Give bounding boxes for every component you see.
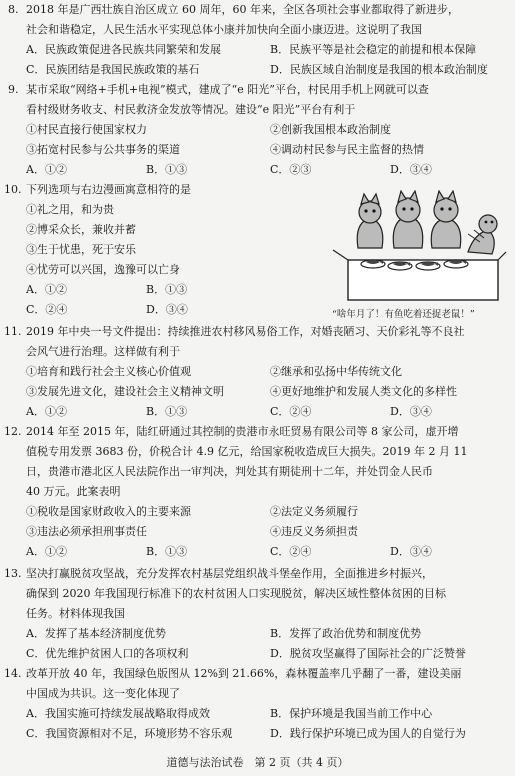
option-c[interactable]: C．民族团结是我国民族政策的基石 [26, 63, 200, 76]
statement-item: ④调动村民参与民主监督的热情 [270, 143, 424, 156]
question-number: 14. [4, 667, 22, 680]
question-stem: 坚决打赢脱贫攻坚战，充分发挥农村基层党组织战斗堡垒作用，全面推进乡村振兴， [26, 567, 433, 580]
statement-item: ④更好地维护和发展人类文化的多样性 [270, 385, 457, 398]
option-a[interactable]: A．我国实施可持续发展战略取得成效 [26, 707, 210, 720]
statement-item: ④忧劳可以兴国，逸豫可以亡身 [26, 263, 180, 276]
question-stem: 日，贵港市港北区人民法院作出一审判决，判处其有期徒刑十二年，并处罚金人民币 [26, 465, 433, 478]
statement-item: ③发展先进文化，建设社会主义精神文明 [26, 385, 224, 398]
option-c[interactable]: C．②④ [26, 303, 68, 316]
cartoon-cats-fish-illustration [328, 190, 508, 305]
statement-item: ①礼之用，和为贵 [26, 203, 114, 216]
option-d[interactable]: D．践行保护环境已成为国人的自觉行为 [270, 727, 466, 740]
option-a[interactable]: A．①② [26, 405, 67, 418]
option-c[interactable]: C．②④ [270, 405, 312, 418]
option-b[interactable]: B．①③ [146, 405, 188, 418]
question-stem: 40 万元。此案表明 [26, 485, 121, 498]
question-stem: 任务。材料体现我国 [26, 607, 125, 620]
option-d[interactable]: D．③④ [390, 163, 432, 176]
statement-item: ②创新我国根本政治制度 [270, 123, 391, 136]
question-stem: 某市采取“网络+手机+电视”模式，建成了“e 阳光”平台，村民用手机上网就可以查 [26, 83, 429, 96]
option-b[interactable]: B．①③ [146, 283, 188, 296]
statement-item: ②法定义务须履行 [270, 505, 358, 518]
option-d[interactable]: D．民族区域自治制度是我国的根本政治制度 [270, 63, 488, 76]
statement-item: ①村民直接行使国家权力 [26, 123, 147, 136]
statement-item: ③生于忧患，死于安乐 [26, 243, 136, 256]
statement-item: ②继承和弘扬中华传统文化 [270, 365, 402, 378]
question-stem: 改革开放 40 年，我国绿色版图从 12%到 21.66%，森林覆盖率几乎翻了一番，建设美丽 [26, 667, 462, 680]
question-number: 9. [8, 83, 19, 96]
question-stem: 2014 年至 2015 年，陆红研通过其控制的贵港市永旺贸易有限公司等 8 家公司，虚开增 [26, 425, 459, 438]
option-b[interactable]: B．发挥了政治优势和制度优势 [270, 627, 422, 640]
option-b[interactable]: B．①③ [146, 163, 188, 176]
question-number: 8. [8, 3, 19, 16]
statement-item: ②博采众长，兼收并蓄 [26, 223, 136, 236]
question-stem: 下列选项与右边漫画寓意相符的是 [26, 183, 191, 196]
question-number: 13. [4, 567, 22, 580]
question-stem: 确保到 2020 年我国现行标准下的农村贫困人口实现脱贫，解决区域性整体贫困的目标 [26, 587, 446, 600]
option-d[interactable]: D．③④ [146, 303, 188, 316]
option-c[interactable]: C．我国资源相对不足，环境形势不容乐观 [26, 727, 233, 740]
option-a[interactable]: A．民族政策促进各民族共同繁荣和发展 [26, 43, 221, 56]
option-c[interactable]: C．②④ [270, 545, 312, 558]
option-a[interactable]: A．发挥了基本经济制度优势 [26, 627, 166, 640]
option-b[interactable]: B．民族平等是社会稳定的前提和根本保障 [270, 43, 477, 56]
question-stem: 会风气进行治理。这样做有利于 [26, 345, 180, 358]
option-a[interactable]: A．①② [26, 545, 67, 558]
option-d[interactable]: D．③④ [390, 405, 432, 418]
statement-item: ①税收是国家财政收入的主要来源 [26, 505, 191, 518]
cartoon-caption: “啥年月了！有鱼吃着还捉老鼠！” [332, 309, 475, 320]
question-stem: 看村级财务收支、村民救济金发放等情况。建设“e 阳光”平台有利于 [26, 103, 356, 116]
option-b[interactable]: B．保护环境是我国当前工作中心 [270, 707, 433, 720]
statement-item: ③拓宽村民参与公共事务的渠道 [26, 143, 180, 156]
question-number: 10. [4, 183, 22, 196]
statement-item: ④违反义务须担责 [270, 525, 358, 538]
question-stem: 值税专用发票 3683 份，价税合计 4.9 亿元，给国家税收造成巨大损失。2019 年 2 月 11 [26, 445, 468, 458]
option-d[interactable]: D．③④ [390, 545, 432, 558]
statement-item: ①培育和践行社会主义核心价值观 [26, 365, 191, 378]
page-footer: 道德与法治试卷 第 2 页（共 4 页） [166, 756, 349, 769]
question-number: 11. [4, 325, 22, 338]
question-number: 12. [4, 425, 22, 438]
question-stem: 社会和谐稳定，人民生活水平实现总体小康并加快向全面小康迈进。这说明了我国 [26, 23, 422, 36]
option-c[interactable]: C．优先维护贫困人口的各项权利 [26, 647, 189, 660]
question-stem: 2019 年中央一号文件提出：持续推进农村移风易俗工作，对婚丧陋习、天价彩礼等不良社 [26, 325, 465, 338]
question-stem: 2018 年是广西壮族自治区成立 60 周年，60 年来，全区各项社会事业都取得了新进步， [26, 3, 459, 16]
question-stem: 中国成为共识。这一变化体现了 [26, 687, 180, 700]
option-d[interactable]: D．脱贫攻坚赢得了国际社会的广泛赞誉 [270, 647, 466, 660]
option-c[interactable]: C．②③ [270, 163, 312, 176]
option-b[interactable]: B．①③ [146, 545, 188, 558]
option-a[interactable]: A．①② [26, 283, 67, 296]
statement-item: ③违法必须承担刑事责任 [26, 525, 147, 538]
option-a[interactable]: A．①② [26, 163, 67, 176]
